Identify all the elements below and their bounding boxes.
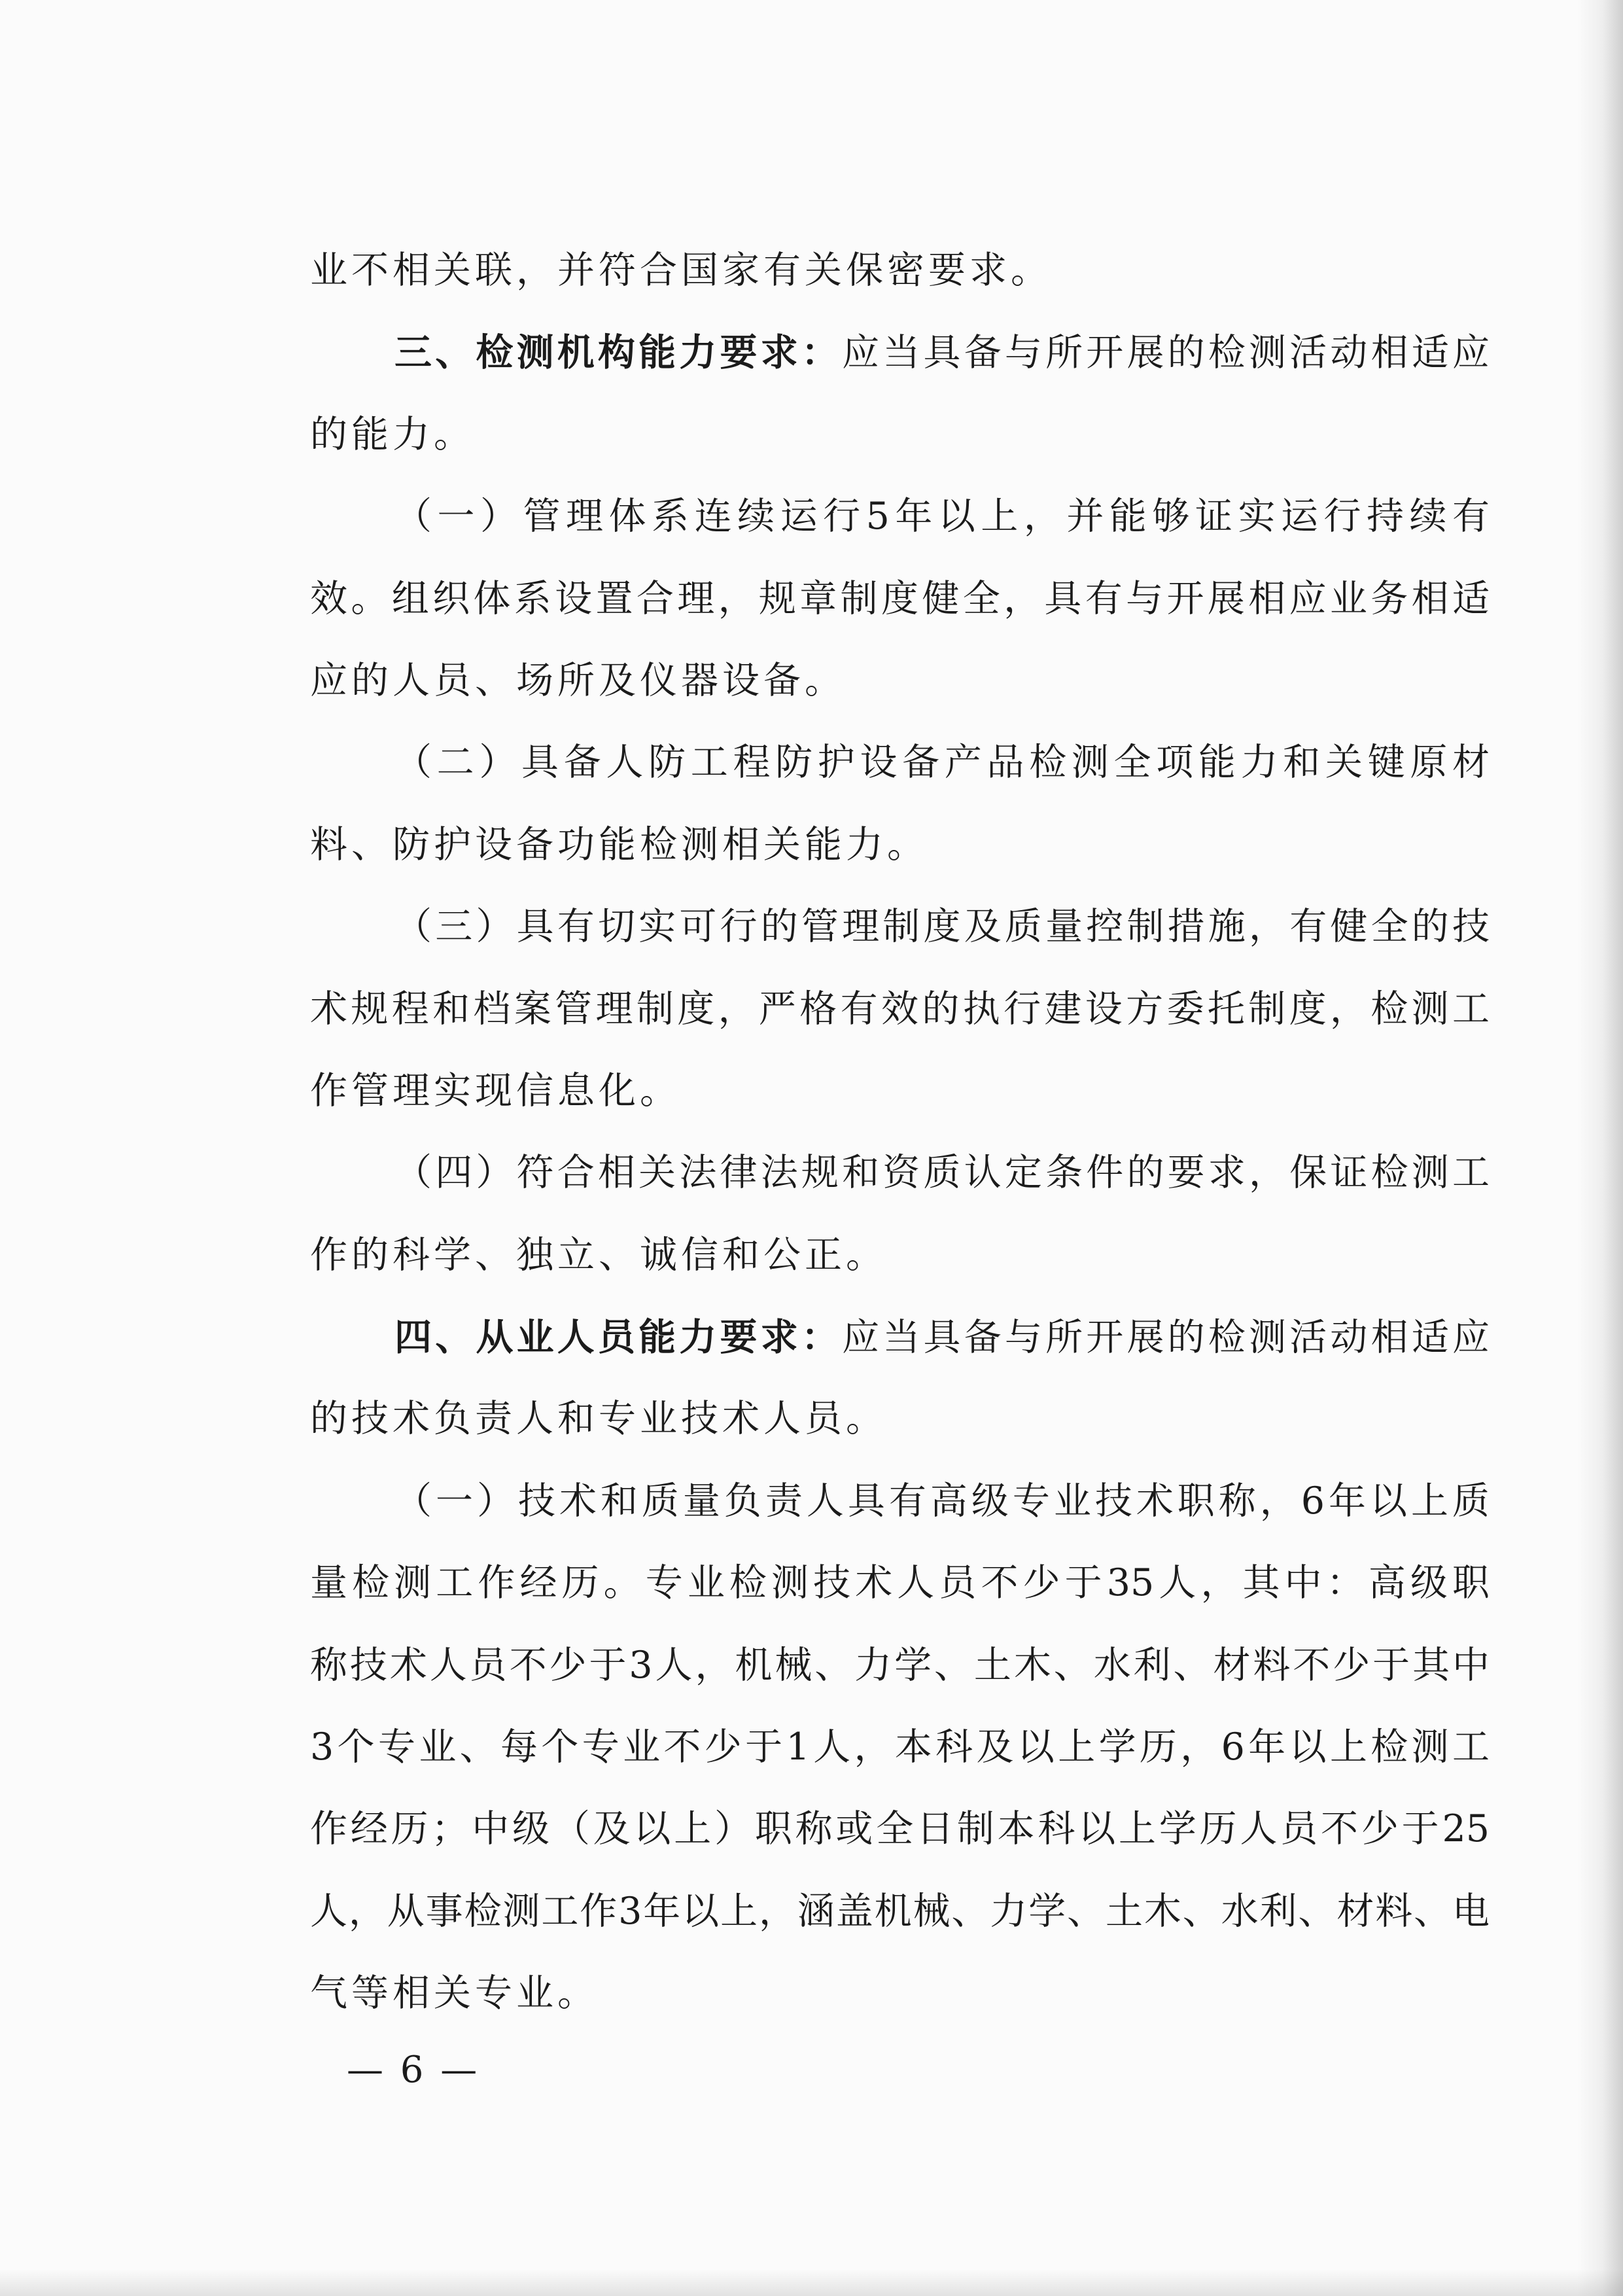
text-line: 业不相关联，并符合国家有关保密要求。 — [310, 249, 1052, 292]
paragraph — [310, 311, 1490, 476]
paragraph — [310, 230, 1490, 311]
paragraph — [310, 476, 1490, 722]
scan-edge-shadow — [1577, 0, 1623, 2296]
text-line: 效。组织体系设置合理，规章制度健全，具有与开展相应业务相适 — [310, 576, 1490, 620]
page-number: — 6 — — [347, 2049, 480, 2091]
section-heading: 三、检测机构能力要求： — [394, 330, 843, 375]
text-line: 的能力。 — [310, 412, 475, 456]
text-line: 作管理实现信息化。 — [310, 1069, 681, 1112]
text-line: 术规程和档案管理制度，严格有效的执行建设方委托制度，检测工 — [310, 987, 1490, 1031]
text-line — [310, 1296, 1490, 1378]
paragraph — [310, 1132, 1490, 1296]
text-line: （一）技术和质量负责人具有高级专业技术职称，6年以上质 — [394, 1479, 1490, 1523]
text-line: 量检测工作经历。专业检测技术人员不少于35人，其中：高级职 — [310, 1561, 1490, 1605]
text-line: 气等相关专业。 — [310, 1971, 599, 2015]
text-line: （二）具备人防工程防护设备产品检测全项能力和关键原材 — [394, 741, 1490, 785]
text-line: 称技术人员不少于3人，机械、力学、土木、水利、材料不少于其中 — [310, 1643, 1490, 1687]
text-line: （三）具有切实可行的管理制度及质量控制措施，有健全的技 — [394, 905, 1490, 949]
text-line: （一）管理体系连续运行5年以上，并能够证实运行持续有 — [394, 495, 1490, 539]
paragraph — [310, 886, 1490, 1132]
text-line: 人，从事检测工作3年以上，涵盖机械、力学、土木、水利、材料、电 — [310, 1889, 1490, 1933]
paragraph — [310, 1296, 1490, 1460]
text-line: 作经历；中级（及以上）职称或全日制本科以上学历人员不少于25 — [310, 1807, 1490, 1851]
paragraph — [310, 1460, 1490, 2035]
text-line — [310, 311, 1490, 393]
paragraph — [310, 722, 1490, 886]
text-span: 应当具备与所开展的检测活动相适应 — [842, 331, 1490, 375]
text-line: 3个专业、每个专业不少于1人，本科及以上学历，6年以上检测工 — [310, 1725, 1490, 1769]
text-line: 的技术负责人和专业技术人员。 — [310, 1397, 887, 1441]
text-line: 应的人员、场所及仪器设备。 — [310, 658, 846, 702]
text-line: （四）符合相关法律法规和资质认定条件的要求，保证检测工 — [394, 1151, 1490, 1195]
scan-edge-shadow-bottom — [0, 2270, 1623, 2296]
section-heading: 四、从业人员能力要求： — [394, 1315, 843, 1360]
document-body — [310, 230, 1490, 2035]
text-line: 料、防护设备功能检测相关能力。 — [310, 822, 928, 866]
text-line: 作的科学、独立、诚信和公正。 — [310, 1233, 887, 1277]
text-span: 应当具备与所开展的检测活动相适应 — [842, 1316, 1490, 1360]
